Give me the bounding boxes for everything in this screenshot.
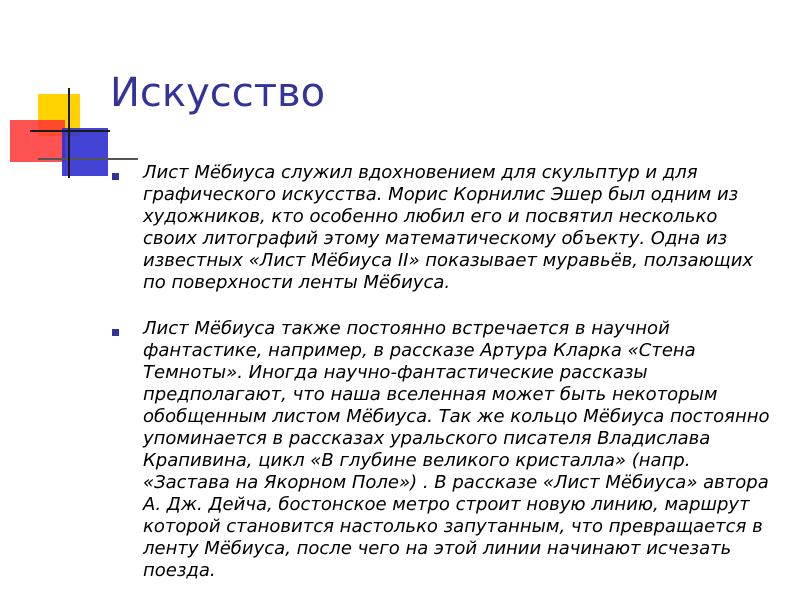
bullet-text: Лист Мёбиуса также постоянно встречается в научной фантастике, например, в рассказе Артура Кларка «Стена Темноты». Иногда научно-фантастические рассказы предполагают, что наша вселенная может быть некоторым обобщенным листом Мёбиуса. Так же кольцо Мёбиуса постоянно упоминается в рассказах уральского писателя Владислава Крапивина, цикл «В глубине великого кристалла» (напр. «Застава на Якорном Поле») . В рассказе «Лист Мёбиуса» автора А. Дж. Дейча, бостонское метро строит новую линию, маршрут которой становится настолько запутанным, что превращается в ленту Мёбиуса, после чего на этой линии начинают исчезать поезда. [143, 318, 770, 581]
bullet-item [110, 162, 780, 294]
decoration-horizontal-line [30, 130, 110, 132]
bullet-text: Лист Мёбиуса служил вдохновением для скульптур и для графического искусства. Морис Корнилис Эшер был одним из художников, кто особенно любил его и посвятил несколько своих литографий этому математическому объекту. Одна из известных «Лист Мёбиуса II» показывает муравьёв, ползающих по поверхности ленты Мёбиуса. [143, 162, 754, 293]
slide-content [110, 162, 780, 606]
bullet-marker-icon [112, 329, 119, 336]
decoration-horizontal-line-lower [38, 158, 138, 160]
bullet-marker-icon [112, 173, 119, 180]
decoration-vertical-line [68, 88, 70, 178]
decoration-red-square [10, 120, 65, 162]
slide-title: Искусство [110, 70, 326, 116]
bullet-item [110, 318, 780, 582]
